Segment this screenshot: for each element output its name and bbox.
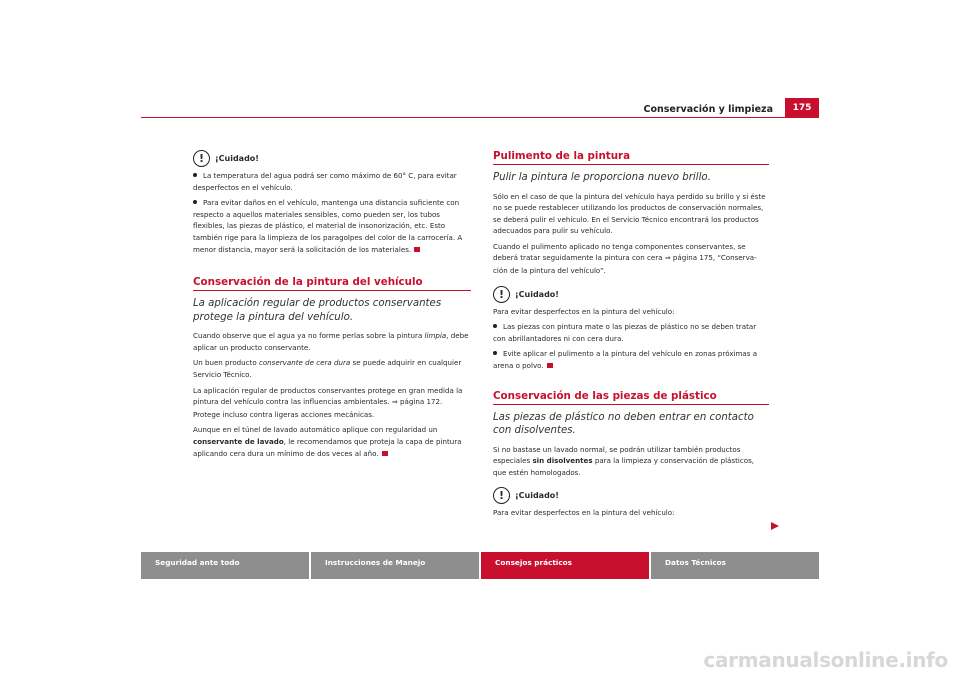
section-title: Conservación de la pintura del vehículo bbox=[193, 276, 471, 291]
bullet-dot-icon bbox=[193, 200, 197, 204]
tab-instrucciones[interactable]: Instrucciones de Manejo bbox=[311, 552, 479, 579]
warning-box-1 bbox=[193, 150, 471, 255]
warning-box-3 bbox=[493, 487, 769, 519]
header-rule bbox=[141, 117, 819, 118]
warning-icon: ! bbox=[493, 487, 510, 504]
footer-nav bbox=[141, 552, 821, 579]
left-column bbox=[193, 150, 471, 463]
tab-consejos[interactable]: Consejos prácticos bbox=[481, 552, 649, 579]
paragraph: Cuando observe que el agua ya no forme perlas sobre la pintura limpia, debe aplicar un producto conservante. bbox=[193, 331, 469, 352]
page-reference-link[interactable]: página 175, “Conserva-ción de la pintura del vehículo”. bbox=[493, 253, 757, 276]
warning-icon: ! bbox=[493, 286, 510, 303]
end-of-section-icon bbox=[382, 451, 388, 456]
paragraph: Si no bastase un lavado normal, se podrán utilizar también productos especiales sin disolventes para la limpieza y conservación de plásticos, que estén homologados. bbox=[493, 444, 755, 477]
page-number: 175 bbox=[785, 98, 819, 118]
paragraph: Para evitar desperfectos en la pintura del vehículo: bbox=[493, 306, 675, 316]
arrow-right-icon: ⇒ bbox=[664, 254, 671, 263]
arrow-right-icon: ⇒ bbox=[391, 398, 398, 407]
warning-bullet: Para evitar daños en el vehículo, mantenga una distancia suficiente con respecto a aquellos materiales sensibles, como pueden ser, los tubos flexibles, las piezas de plástico, el material de insonorización, etc. Esto también rige para la limpieza de los paragolpes del color de la carrocería. A menor distancia, mayor será la solicitación de los materiales. bbox=[193, 198, 463, 254]
tab-seguridad[interactable]: Seguridad ante todo bbox=[141, 552, 309, 579]
warning-bullet: Las piezas con pintura mate o las piezas de plástico no se deben tratar con abrillantadores ni con cera dura. bbox=[493, 322, 757, 343]
warning-title: ¡Cuidado! bbox=[215, 154, 259, 163]
section-lead: Las piezas de plástico no deben entrar en contacto con disolventes. bbox=[493, 411, 754, 437]
section-lead: La aplicación regular de productos conservantes protege la pintura del vehículo. bbox=[193, 298, 442, 323]
warning-icon: ! bbox=[193, 150, 210, 167]
paragraph: Aunque en el túnel de lavado automático aplique con regularidad un conservante de lavado, le recomendamos que proteja la capa de pintura aplicando cera dura un mínimo de dos veces al año. bbox=[193, 425, 462, 458]
right-column bbox=[493, 150, 769, 523]
section-title: Pulimento de la pintura bbox=[493, 150, 769, 165]
bullet-dot-icon bbox=[493, 351, 497, 355]
end-of-section-icon bbox=[414, 247, 420, 252]
warning-bullet: La temperatura del agua podrá ser como máximo de 60° C, para evitar desperfectos en el vehículo. bbox=[193, 171, 457, 192]
continue-arrow-icon bbox=[771, 522, 779, 530]
section-lead: Pulir la pintura le proporciona nuevo brillo. bbox=[493, 172, 711, 183]
watermark: carmanualsonline.info bbox=[703, 648, 948, 672]
warning-title: ¡Cuidado! bbox=[515, 491, 559, 501]
tab-datos[interactable]: Datos Técnicos bbox=[651, 552, 819, 579]
bullet-dot-icon bbox=[493, 324, 497, 328]
warning-title: ¡Cuidado! bbox=[515, 289, 559, 299]
paragraph: La aplicación regular de productos conservantes protege en gran medida la pintura del vehículo contra las influencias ambientales. ⇒ página 172. Protege incluso contra ligeras acciones mecánicas. bbox=[193, 385, 463, 419]
page-header bbox=[141, 104, 819, 118]
section-title: Conservación de las piezas de plástico bbox=[493, 390, 769, 405]
bullet-dot-icon bbox=[193, 173, 197, 177]
paragraph: Sólo en el caso de que la pintura del vehículo haya perdido su brillo y si éste no se puede restablecer utilizando los productos de conservación normales, se deberá pulir el vehículo. En el Servicio Técnico encontrará los productos adecuados para pulir su vehículo. bbox=[493, 191, 766, 236]
page-reference-link[interactable]: página 172. bbox=[400, 397, 443, 407]
paragraph: Un buen producto conservante de cera dura se puede adquirir en cualquier Servicio Técnico. bbox=[193, 358, 462, 379]
warning-box-2 bbox=[493, 286, 769, 372]
warning-bullet: Evite aplicar el pulimento a la pintura del vehículo en zonas próximas a arena o polvo. bbox=[493, 349, 758, 371]
end-of-section-icon bbox=[547, 363, 553, 368]
paragraph: Para evitar desperfectos en la pintura del vehículo: bbox=[493, 508, 675, 518]
chapter-title: Conservación y limpieza bbox=[643, 104, 773, 115]
paragraph: Cuando el pulimento aplicado no tenga componentes conservantes, se deberá tratar seguidamente la pintura con cera ⇒ página 175, “Conserva-ción de la pintura del vehículo”. bbox=[493, 241, 757, 276]
